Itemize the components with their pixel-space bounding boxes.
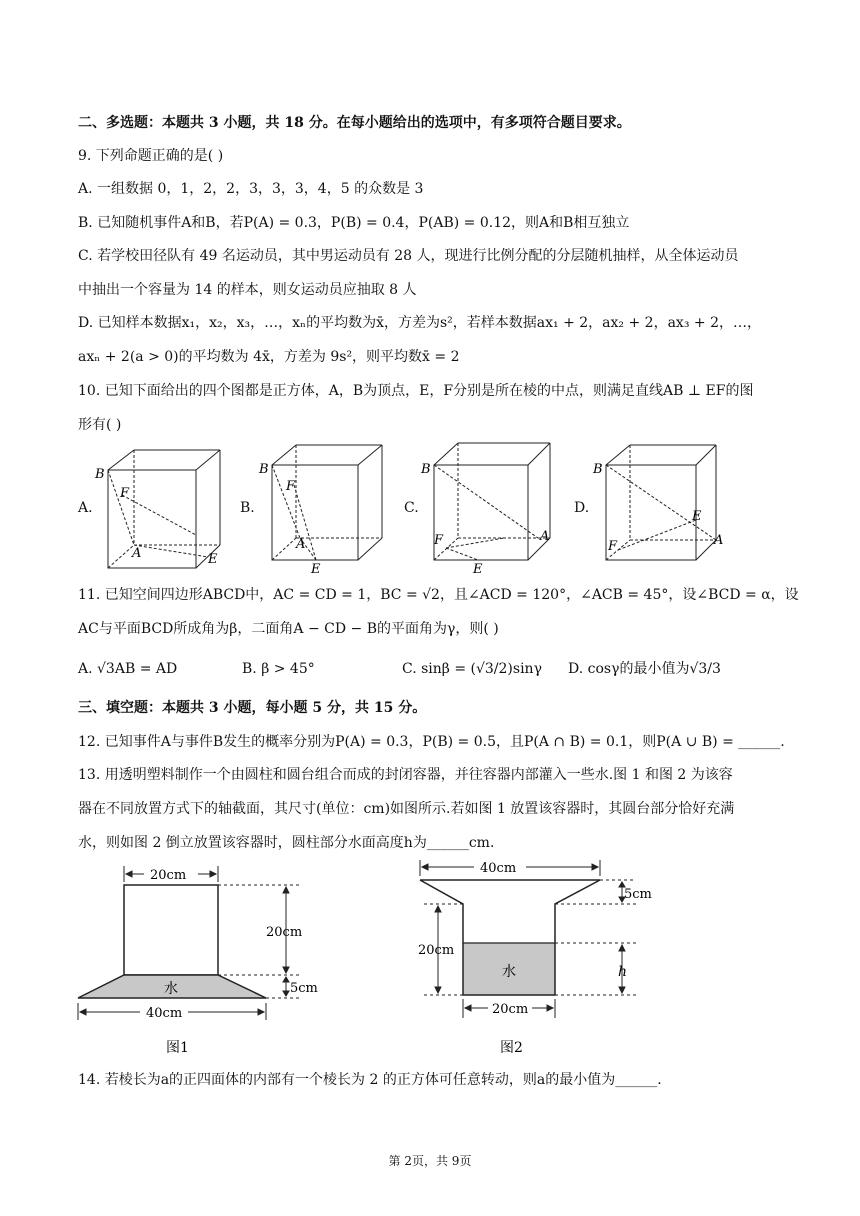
q9-option-a: A. 一组数据 0，1，2，2，3，3，3，4，5 的众数是 3 (78, 181, 424, 197)
q9-stem: 9. 下列命题正确的是( ) (78, 148, 224, 164)
q11-stem-line1: 11. 已知空间四边形ABCD中，AC = CD = 1，BC = √2，且∠ACD = 120°，∠ACB = 45°，设∠BCD = α，设 (78, 587, 799, 603)
cube-figure-d (590, 440, 730, 575)
q9-option-d-line1: D. 已知样本数据x₁，x₂，x₃，…，xₙ的平均数为x̄，方差为s²，若样本数据ax₁ + 2，ax₂ + 2，ax₃ + 2，…， (78, 315, 761, 331)
cube-c-label-b: B (421, 462, 431, 477)
fig1-bottom-width-label: 40cm (146, 1006, 183, 1021)
section-heading-multiple-choice: 二、多选题：本题共 3 小题，共 18 分。在每小题给出的选项中，有多项符合题目要求。 (78, 115, 631, 131)
q11-option-d: D. cosγ的最小值为√3/3 (568, 661, 721, 677)
fig1-top-width-label: 20cm (150, 868, 187, 883)
q10-option-c-label: C. (404, 500, 419, 516)
fig2-bottom-width-label: 20cm (492, 1002, 529, 1017)
cube-a-label-b: B (95, 467, 105, 482)
cube-b-label-f: F (286, 479, 296, 494)
q10-stem-line1: 10. 已知下面给出的四个图都是正方体，A，B为顶点，E，F分别是所在棱的中点，则满足直线AB ⊥ EF的图 (78, 383, 754, 399)
q11-stem-line2: AC与平面BCD所成角为β，二面角A − CD − B的平面角为γ，则( ) (78, 621, 499, 637)
q11-option-b: B. β > 45° (242, 661, 315, 677)
cube-d-label-a: A (714, 533, 724, 548)
cube-figure-c (418, 440, 553, 575)
cube-b-label-e: E (311, 562, 321, 575)
fig1-caption: 图1 (166, 1040, 189, 1056)
fig2-h-label: h (618, 964, 628, 980)
q9-option-d-line2: axₙ + 2(a > 0)的平均数为 4x̄，方差为 9s²，则平均数x̄ = 2 (78, 349, 460, 365)
q10-option-b-label: B. (240, 500, 255, 516)
q13-line3: 水，则如图 2 倒立放置该容器时，圆柱部分水面高度h为______cm. (78, 835, 495, 851)
q9-option-c-line1: C. 若学校田径队有 49 名运动员，其中男运动员有 28 人，现进行比例分配的分层随机抽样，从全体运动员 (78, 248, 739, 264)
cube-c-label-f: F (434, 533, 444, 548)
q9-option-b: B. 已知随机事件A和B，若P(A) = 0.3，P(B) = 0.4，P(AB) = 0.12，则A和B相互独立 (78, 215, 630, 231)
cube-a-label-a: A (132, 546, 142, 561)
q13-line1: 13. 用透明塑料制作一个由圆柱和圆台组合而成的封闭容器，并往容器内部灌入一些水.图 1 和图 2 为该容 (78, 767, 733, 783)
fig1-water-label: 水 (164, 981, 178, 997)
q12-text: 12. 已知事件A与事件B发生的概率分别为P(A) = 0.3，P(B) = 0.5，且P(A ∩ B) = 0.1，则P(A ∪ B) = ______. (78, 734, 785, 750)
cube-c-label-a: A (540, 529, 550, 544)
section-heading-fill-in: 三、填空题：本题共 3 小题，每小题 5 分，共 15 分。 (78, 700, 427, 716)
cube-c-label-e: E (473, 562, 483, 575)
q11-option-a: A. √3AB = AD (78, 661, 178, 677)
fig1-height-label: 20cm (266, 925, 303, 940)
q10-stem-line2: 形有( ) (78, 417, 122, 433)
fig2-height-label: 20cm (418, 943, 455, 958)
fig2-caption: 图2 (500, 1040, 523, 1056)
q11-option-c: C. sinβ = (√3/2)sinγ (402, 661, 542, 677)
cube-d-label-f: F (608, 539, 618, 554)
page-footer: 第 2页，共 9页 (388, 1154, 472, 1168)
container-figure-2 (410, 856, 670, 1060)
cube-a-label-e: E (208, 552, 218, 567)
q13-line2: 器在不同放置方式下的轴截面，其尺寸(单位：cm)如图所示.若如图 1 放置该容器时，其圆台部分恰好充满 (78, 801, 735, 817)
cube-d-label-b: B (593, 462, 603, 477)
cube-b-label-b: B (259, 462, 269, 477)
fig2-water-label: 水 (502, 964, 516, 980)
q14-text: 14. 若棱长为a的正四面体的内部有一个棱长为 2 的正方体可任意转动，则a的最小值为______. (78, 1072, 662, 1088)
q10-option-a-label: A. (78, 500, 93, 516)
cube-d-label-e: E (692, 509, 702, 524)
container-figure-1 (70, 860, 330, 1060)
fig2-frustum-height-label: 5cm (624, 887, 652, 902)
fig2-top-width-label: 40cm (480, 861, 517, 876)
cube-figure-b (256, 440, 391, 575)
fig1-frustum-height-label: 5cm (290, 981, 318, 996)
cube-figure-a (92, 445, 227, 575)
cube-b-label-a: A (296, 537, 306, 552)
q9-option-c-line2: 中抽出一个容量为 14 的样本，则女运动员应抽取 8 人 (78, 282, 417, 298)
q10-option-d-label: D. (574, 500, 590, 516)
cube-a-label-f: F (120, 486, 130, 501)
